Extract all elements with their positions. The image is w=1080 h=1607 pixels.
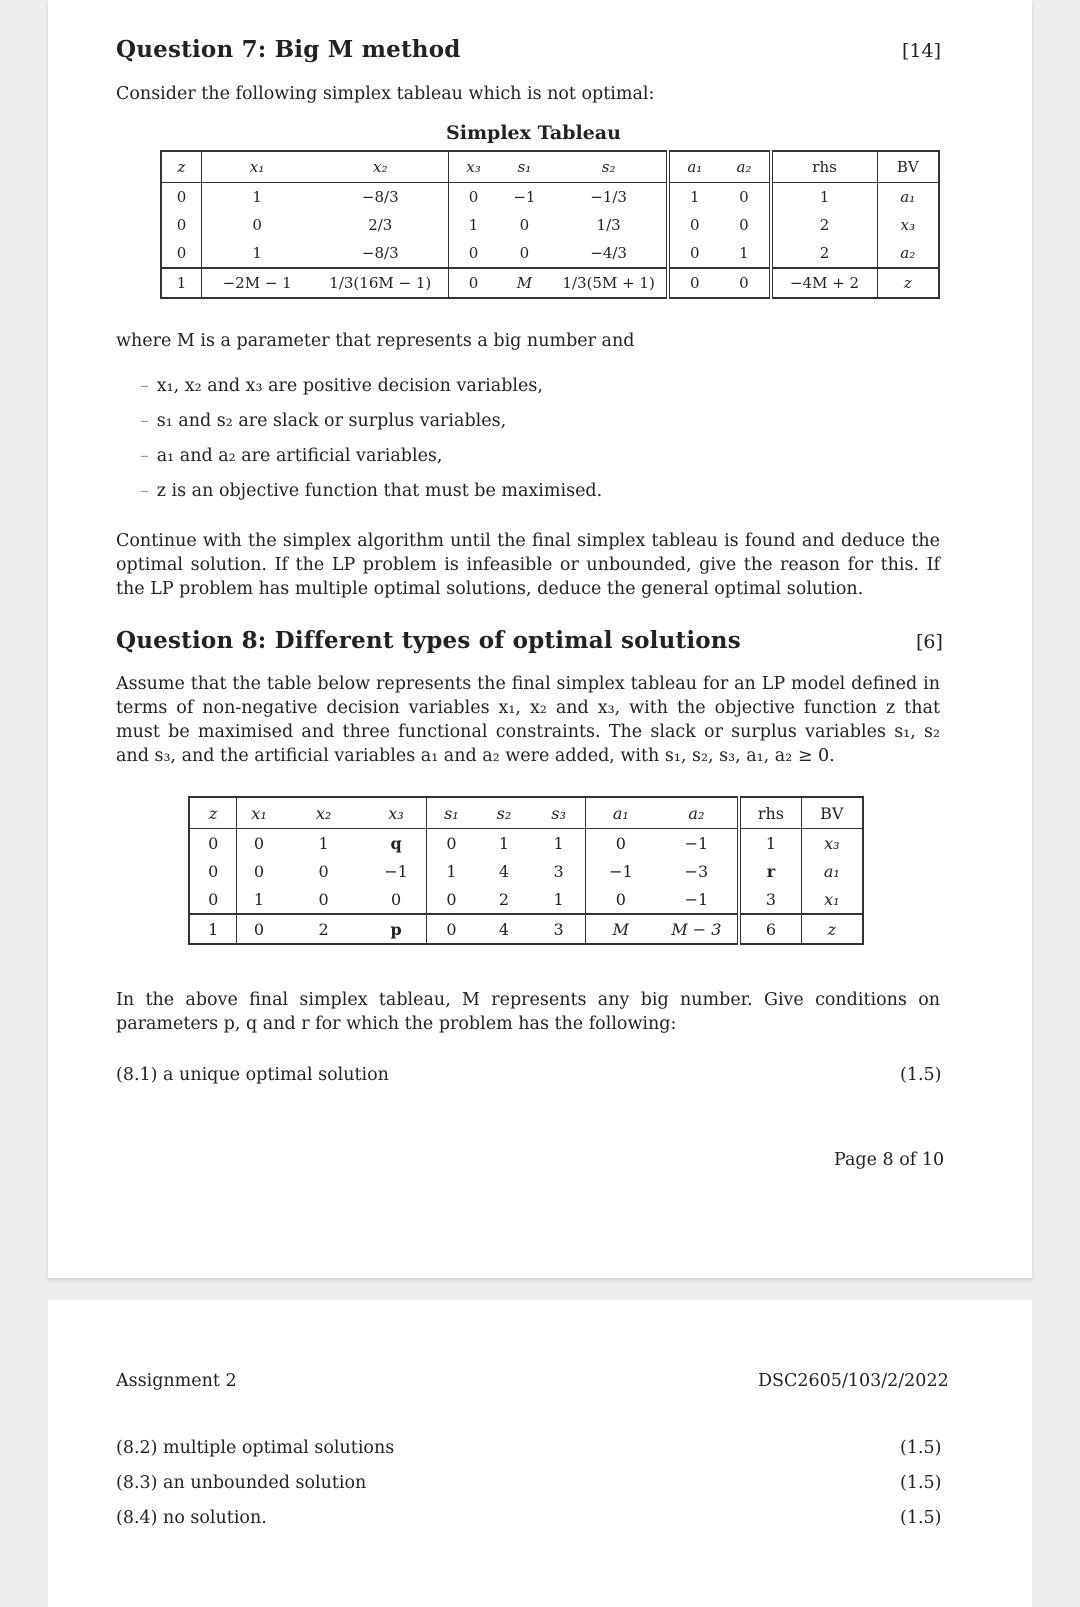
table-header-row: [189, 797, 863, 829]
table-cell: −8/3: [312, 183, 448, 212]
question-8-intro: Assume that the table below represents the final simplex tableau for an LP model defined in terms of non-negative decision variables x₁, x₂ and x₃, with the objective function z that must be maximised and three functional constraints. The slack or surplus variables s₁, s₂ and s₃, and the artificial variables a₁ and a₂ were added, with s₁, s₂, s₃, a₁, a₂ ≥ 0.: [116, 674, 940, 766]
table-cell: x₃: [877, 211, 939, 239]
table-cell: 0: [161, 183, 201, 212]
table-cell: 1: [189, 914, 237, 944]
part-8-2: (8.2) multiple optimal solutions: [116, 1438, 395, 1458]
document-page: [48, 0, 1032, 1278]
table-cell: 4: [498, 861, 510, 881]
header-cell: z: [177, 158, 186, 176]
question-7-instruction: Continue with the simplex algorithm until the final simplex tableau is found and deduce the optimal solution. If the LP problem is infeasible or unbounded, give the reason for this. If the LP problem has multiple optimal solutions, deduce the general optimal solution.: [116, 531, 940, 599]
assignment-label: Assignment 2: [116, 1371, 237, 1391]
header-cell: rhs: [739, 797, 801, 829]
table-cell: 1: [668, 183, 719, 212]
table-cell: 1/3: [596, 216, 621, 234]
table-cell: −1: [498, 183, 551, 212]
document-page: [48, 1300, 1032, 1607]
table-header-row: [161, 151, 939, 183]
table-cell: 0: [739, 216, 749, 234]
table-cell: 1: [426, 857, 476, 885]
table-cell: 1: [161, 268, 201, 298]
course-code: DSC2605/103/2/2022: [758, 1371, 949, 1391]
header-cell: a₂: [736, 158, 752, 176]
table-cell: x₃: [801, 829, 863, 858]
header-cell: z: [208, 803, 218, 823]
header-cell: s₃: [551, 803, 566, 823]
table-cell: 2/3: [368, 216, 393, 234]
bullet-item: – s₁ and s₂ are slack or surplus variables,: [140, 411, 507, 431]
header-cell: x₂: [315, 803, 332, 823]
table-cell: −1: [656, 829, 740, 858]
table-cell: a₂: [877, 239, 939, 268]
table-cell: 0: [237, 914, 281, 944]
table-cell: 1: [739, 244, 749, 262]
table-cell: 1/3(5M + 1): [551, 268, 668, 298]
header-cell: s₂: [601, 158, 616, 176]
table-cell: 0: [719, 183, 770, 212]
parameter-p: p: [366, 914, 426, 944]
table-cell: 2: [281, 914, 367, 944]
header-cell: x₁: [201, 151, 312, 183]
table-cell: −1: [586, 857, 656, 885]
part-8-4-marks: (1.5): [900, 1508, 942, 1528]
question-8-title: Question 8: Different types of optimal solutions: [116, 627, 741, 654]
bullet-text: x₁, x₂ and x₃ are positive decision variables,: [156, 376, 543, 396]
where-text: where M is a parameter that represents a big number and: [116, 331, 635, 351]
header-cell: a₁: [586, 797, 656, 829]
header-cell: x₃: [449, 151, 498, 183]
tableau-caption: Simplex Tableau: [446, 122, 621, 144]
table-cell: −1: [684, 889, 709, 909]
table-cell: 1: [201, 239, 312, 268]
table-cell: 0: [586, 829, 656, 858]
table-cell: M: [586, 914, 656, 944]
table-cell: 0: [449, 268, 498, 298]
simplex-tableau-q7: [160, 150, 940, 299]
table-cell: 0: [668, 211, 719, 239]
question-7-title: Question 7: Big M method: [116, 36, 461, 63]
part-8-4: (8.4) no solution.: [116, 1508, 267, 1528]
bullet-text: z is an objective function that must be maximised.: [156, 481, 603, 501]
table-cell: 1/3(16M − 1): [312, 268, 448, 298]
header-cell: BV: [801, 797, 863, 829]
table-cell: 1: [201, 183, 312, 212]
table-cell: 0: [426, 914, 476, 944]
table-cell: 0: [426, 829, 476, 858]
header-cell: a₂: [688, 803, 705, 823]
header-cell: s₁: [426, 797, 476, 829]
table-cell: 0: [519, 244, 530, 262]
table-cell: 0: [426, 885, 476, 914]
table-cell: 2: [498, 889, 510, 909]
table-cell: 1: [771, 183, 878, 212]
table-cell: 0: [449, 183, 498, 212]
header-cell: rhs: [771, 151, 878, 183]
table-cell: 4: [476, 914, 532, 944]
table-cell: 0: [237, 857, 281, 885]
header-cell: BV: [877, 151, 939, 183]
table-cell: z: [877, 268, 939, 298]
table-row: [189, 857, 863, 885]
table-cell: 0: [237, 829, 281, 858]
question-7-marks: [14]: [902, 40, 942, 62]
question-8-marks: [6]: [916, 631, 943, 653]
table-row: [189, 829, 863, 858]
question-8-after-text: In the above final simplex tableau, M represents any big number. Give conditions on parameters p, q and r for which the problem has the following:: [116, 990, 940, 1034]
table-cell: a₁: [877, 183, 939, 212]
header-cell: x₁: [237, 797, 281, 829]
table-cell: x₁: [801, 885, 863, 914]
table-cell: 0: [719, 268, 770, 298]
table-cell: −4/3: [590, 244, 627, 262]
table-cell: z: [801, 914, 863, 944]
table-cell: 1: [739, 829, 801, 858]
objective-row: [161, 268, 939, 298]
table-row: [161, 183, 939, 212]
table-cell: 6: [739, 914, 801, 944]
header-cell: x₃: [388, 803, 404, 823]
table-cell: 0: [586, 885, 656, 914]
table-row: [189, 885, 863, 914]
table-cell: 2: [771, 211, 878, 239]
table-cell: 1: [449, 211, 498, 239]
table-cell: 0: [318, 889, 329, 909]
table-cell: 0: [201, 211, 312, 239]
bullet-text: a₁ and a₂ are artificial variables,: [156, 446, 443, 466]
table-cell: −8/3: [361, 244, 399, 262]
bullet-item: – x₁, x₂ and x₃ are positive decision variables,: [140, 376, 543, 396]
simplex-tableau-q8: [188, 796, 864, 945]
table-cell: −4M + 2: [771, 268, 878, 298]
part-8-2-marks: (1.5): [900, 1438, 942, 1458]
table-cell: 0: [176, 216, 187, 234]
table-cell: 0: [318, 861, 329, 881]
objective-row: [189, 914, 863, 944]
table-cell: −1: [384, 861, 408, 881]
parameter-r: r: [739, 857, 801, 885]
parameter-q: q: [366, 829, 426, 858]
table-cell: 2: [771, 239, 878, 268]
table-cell: a₁: [801, 857, 863, 885]
table-cell: 3: [553, 861, 564, 881]
part-8-1: (8.1) a unique optimal solution: [116, 1065, 389, 1085]
table-cell: 1: [476, 829, 532, 858]
table-cell: 1: [553, 889, 564, 909]
table-row: [161, 211, 939, 239]
table-cell: 1: [281, 829, 367, 858]
table-cell: 0: [449, 239, 498, 268]
table-cell: 0: [519, 216, 530, 234]
question-7-intro: Consider the following simplex tableau which is not optimal:: [116, 84, 655, 104]
table-cell: 0: [189, 829, 237, 858]
table-cell: 0: [208, 889, 219, 909]
bullet-text: s₁ and s₂ are slack or surplus variables,: [156, 411, 507, 431]
table-cell: 0: [176, 244, 187, 262]
table-cell: −3: [684, 861, 709, 881]
part-8-3-marks: (1.5): [900, 1473, 942, 1493]
table-cell: 3: [739, 885, 801, 914]
part-8-1-marks: (1.5): [900, 1065, 942, 1085]
table-cell: 3: [532, 914, 586, 944]
table-cell: M − 3: [656, 914, 740, 944]
table-cell: 1: [237, 885, 281, 914]
table-cell: −2M − 1: [201, 268, 312, 298]
bullet-item: – a₁ and a₂ are artificial variables,: [140, 446, 443, 466]
table-cell: 1: [532, 829, 586, 858]
bullet-item: – z is an objective function that must be maximised.: [140, 481, 603, 501]
table-cell: M: [498, 268, 551, 298]
table-cell: 0: [668, 268, 719, 298]
header-cell: s₂: [496, 803, 512, 823]
table-cell: 0: [390, 889, 402, 909]
table-cell: −1/3: [551, 183, 668, 212]
table-cell: 0: [208, 861, 219, 881]
table-cell: 0: [668, 239, 719, 268]
page-number: Page 8 of 10: [834, 1150, 945, 1170]
table-row: [161, 239, 939, 268]
header-cell: x₂: [373, 158, 388, 176]
header-cell: a₁: [668, 151, 719, 183]
header-cell: s₁: [517, 158, 532, 176]
part-8-3: (8.3) an unbounded solution: [116, 1473, 367, 1493]
